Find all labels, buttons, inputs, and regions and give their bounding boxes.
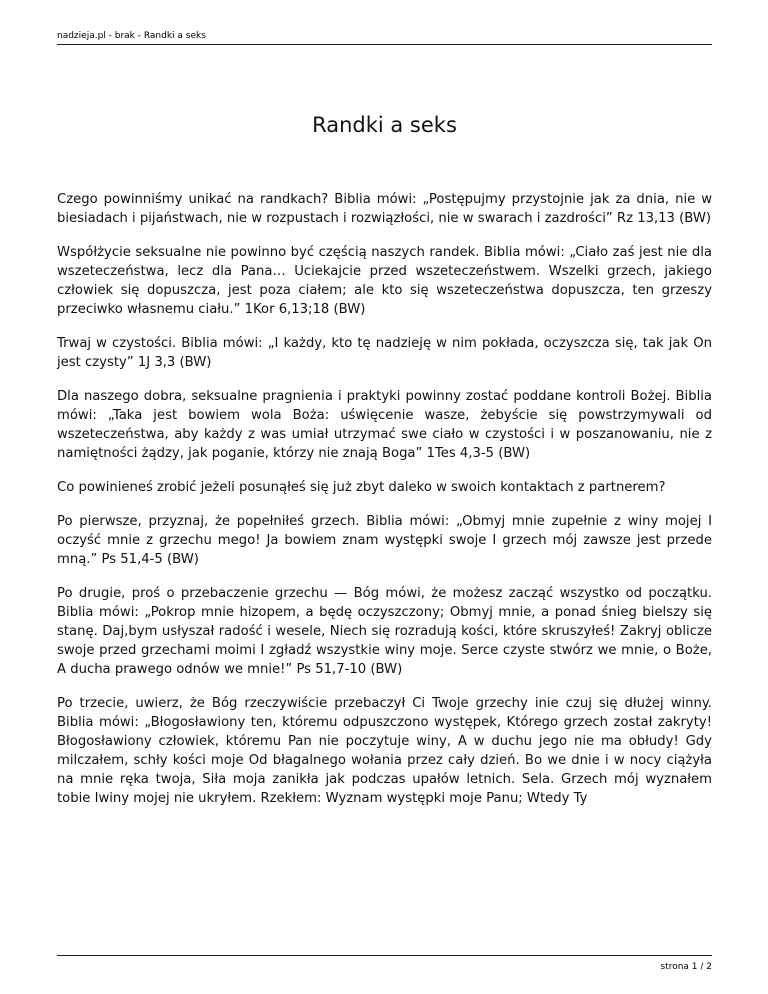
header-divider <box>57 44 712 45</box>
paragraph: Co powinieneś zrobić jeżeli posunąłeś się już zbyt daleko w swoich kontaktach z partnerem? <box>57 480 666 495</box>
page-title: Randki a seks <box>312 113 457 137</box>
page-number: strona 1 / 2 <box>660 962 712 972</box>
footer-divider <box>57 955 712 956</box>
article-body <box>57 190 712 823</box>
paragraph: Czego powinniśmy unikać na randkach? Biblia mówi: „Postępujmy przystojnie jak za dnia, nie w biesiadach i pijaństwach, nie w rozpustach i rozwiązłości, nie w swarach i zazdrości” Rz 13,13 (BW) <box>57 192 712 226</box>
running-header: nadzieja.pl - brak - Randki a seks <box>57 31 206 41</box>
paragraph: Dla naszego dobra, seksualne pragnienia i praktyki powinny zostać poddane kontroli Bożej. Biblia mówi: „Taka jest bowiem wola Boża: uświęcenie wasze, żebyście się powstrzymywali od wszeteczeństwa, aby każdy z was umiał utrzymać swe ciało w czystości i w poszanowaniu, nie z namiętności żądzy, jak poganie, którzy nie znają Boga” 1Tes 4,3-5 (BW) <box>57 389 712 461</box>
paragraph: Współżycie seksualne nie powinno być częścią naszych randek. Biblia mówi: „Ciało zaś jest nie dla wszeteczeństwa, lecz dla Pana… Uciekajcie przed wszeteczeństwem. Wszelki grzech, jakiego człowiek się dopuszcza, jest poza ciałem; ale kto się wszeteczeństwa dopuszcza, ten grzeszy przeciwko własnemu ciału.” 1Kor 6,13;18 (BW) <box>57 245 712 317</box>
paragraph: Po pierwsze, przyznaj, że popełniłeś grzech. Biblia mówi: „Obmyj mnie zupełnie z winy mojej I oczyść mnie z grzechu mego! Ja bowiem znam występki swoje I grzech mój zawsze jest przede mną.” Ps 51,4-5 (BW) <box>57 514 712 567</box>
paragraph: Po trzecie, uwierz, że Bóg rzeczywiście przebaczył Ci Twoje grzechy inie czuj się dłużej winny. Biblia mówi: „Błogosławiony ten, któremu odpuszczono występek, Którego grzech został zakryty! Błogosławiony człowiek, któremu Pan nie poczytuje winy, A w duchu jego nie ma obłudy! Gdy milczałem, schły kości moje Od błagalnego wołania przez cały dzień. Bo we dnie i w nocy ciążyła na mnie ręka twoja, Siła moja zanikła jak podczas upałów letnich. Sela. Grzech mój wyznałem tobie Iwiny mojej nie ukryłem. Rzekłem: Wyznam występki moje Panu; Wtedy Ty <box>57 696 712 806</box>
paragraph: Po drugie, proś o przebaczenie grzechu — Bóg mówi, że możesz zacząć wszystko od początku. Biblia mówi: „Pokrop mnie hizopem, a będę oczyszczony; Obmyj mnie, a ponad śnieg bielszy się stanę. Daj,bym usłyszał radość i wesele, Niech się rozradują kości, które skruszyłeś! Zakryj oblicze swoje przed grzechami moimi I zgładź wszystkie winy moje. Serce czyste stwórz we mnie, o Boże, A ducha prawego odnów we mnie!” Ps 51,7-10 (BW) <box>57 586 712 677</box>
paragraph: Trwaj w czystości. Biblia mówi: „I każdy, kto tę nadzieję w nim pokłada, oczyszcza się, tak jak On jest czysty” 1J 3,3 (BW) <box>57 336 712 370</box>
